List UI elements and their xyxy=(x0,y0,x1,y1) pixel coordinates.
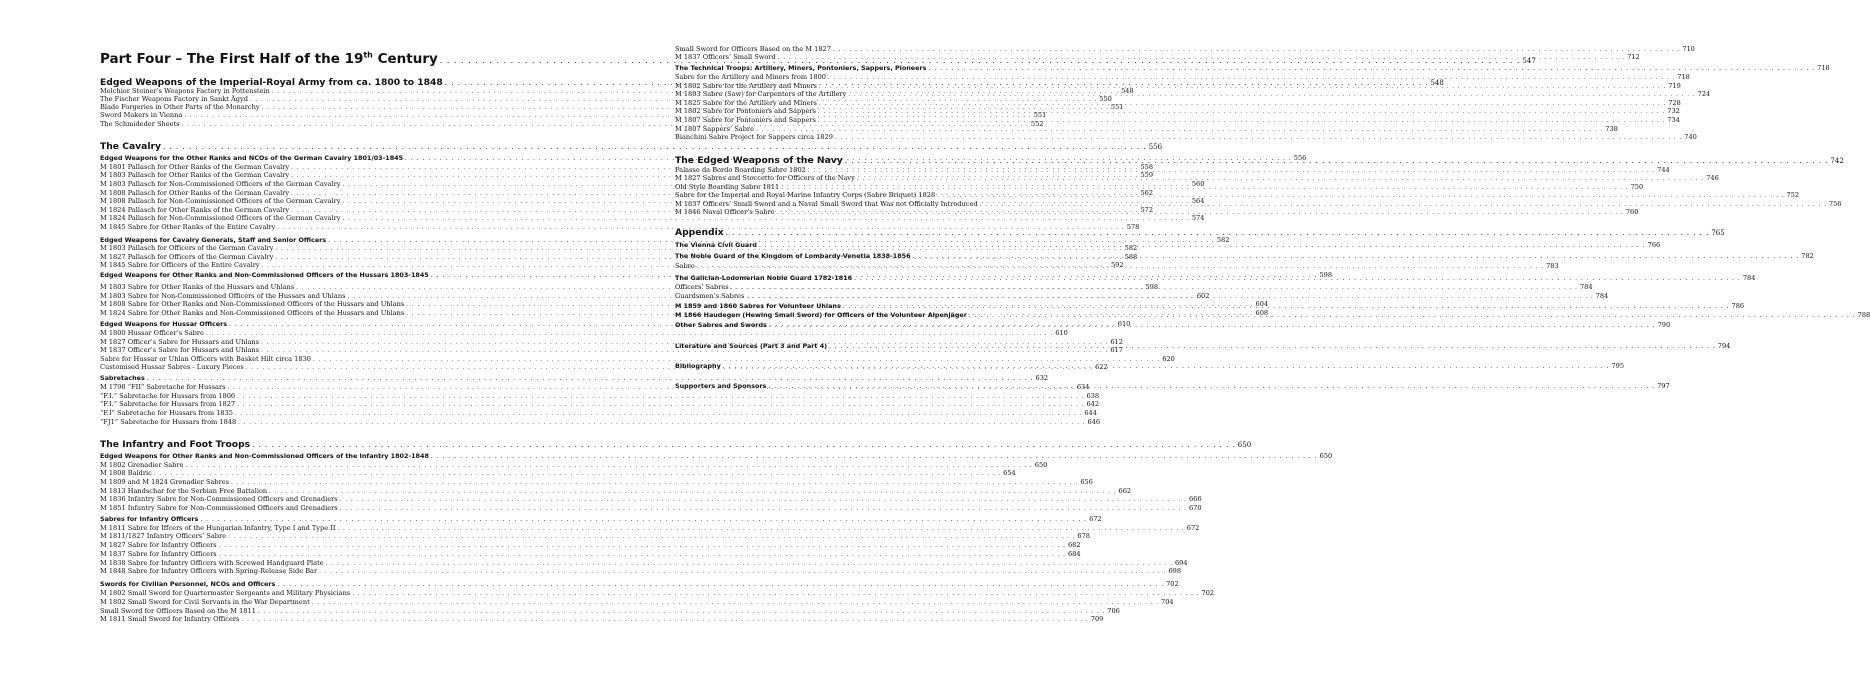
page-number: 646 xyxy=(1087,418,1101,426)
dot-leader xyxy=(723,362,1610,371)
toc-entry-title: M 1803 Sabre for Other Ranks of the Hussars and Uhlans xyxy=(100,283,295,291)
dot-leader xyxy=(340,505,1187,513)
toc-entry-title: Small Sword for Officers Based on the M 1827 xyxy=(675,45,831,53)
toc-entry[interactable] xyxy=(675,133,1697,141)
page-number: 728 xyxy=(1668,99,1681,107)
dot-leader xyxy=(854,274,1741,283)
toc-entry-title: Sword Makers in Vienna xyxy=(100,111,183,119)
toc-entry-title: M 1808 Sabre for Other Ranks and Non-Commissioned Officers of the Hussars and Uhlans xyxy=(100,300,405,308)
page-number: 666 xyxy=(1188,495,1202,503)
toc-entry-title: M 1811 Small Sword for Infantry Officers xyxy=(100,615,240,623)
toc-entry-title: M 1803 Sabre (Saw) for Carpenters of the Artillery xyxy=(675,90,847,98)
dot-leader xyxy=(238,419,1085,427)
page-number: 710 xyxy=(1682,45,1695,53)
page-number: 562 xyxy=(1140,189,1154,197)
toc-entry[interactable] xyxy=(100,478,1093,486)
toc-entry-title: Edged Weapons for the Other Ranks and NCOs of the German Cavalry 1801/03-1845 xyxy=(100,154,404,162)
page-number: 598 xyxy=(1145,283,1159,291)
toc-heading-sub[interactable] xyxy=(100,515,1102,524)
page-number: 656 xyxy=(1080,478,1093,486)
page-number: 642 xyxy=(1086,400,1100,408)
page-number: 794 xyxy=(1717,342,1731,350)
toc-entry-title: Edged Weapons for Hussar Officers xyxy=(100,320,228,328)
toc-entry-title: Edged Weapons of the Imperial-Royal Army from ca. 1800 to 1848 xyxy=(100,77,443,88)
page-number: 598 xyxy=(1319,271,1333,279)
page-number: 572 xyxy=(1140,206,1154,214)
toc-entry-title: “FJ1” Sabretache for Hussars from 1848 xyxy=(100,418,237,426)
page-number: 752 xyxy=(1786,191,1800,199)
page-number: 709 xyxy=(1090,615,1104,623)
toc-entry-title: M 1866 Haudegen (Hewing Small Sword) for Officers of the Volunteer Alpenjäger xyxy=(675,311,967,319)
toc-entry-title: M 1801 Pallasch for Other Ranks of the German Cavalry xyxy=(100,163,290,171)
page-number: 560 xyxy=(1191,180,1205,188)
toc-heading-sub[interactable] xyxy=(100,374,1049,383)
page-number: 548 xyxy=(1121,87,1134,95)
toc-entry-title: Customised Hussar Sabres - Luxury Pieces xyxy=(100,363,244,371)
page-number: 622 xyxy=(1095,363,1108,371)
toc-entry-title: Sabres for Infantry Officers xyxy=(100,515,199,523)
toc-entry-title: Edged Weapons for Other Ranks and Non-Commissioned Officers of the Infantry 1802-1848 xyxy=(100,452,429,460)
toc-entry-title: Guardsmen’s Sabres xyxy=(675,292,745,300)
toc-entry-title: Part Four – The First Half of the 19th Century xyxy=(100,50,438,67)
toc-entry[interactable] xyxy=(100,261,1124,269)
toc-heading-sub[interactable] xyxy=(100,452,1333,461)
toc-entry-title: M 1827 Pallasch for Officers of the German Cavalry xyxy=(100,253,274,261)
page-number: 682 xyxy=(1067,541,1081,549)
toc-entry-title: Blade Forgeries in Other Parts of the Monarchy xyxy=(100,103,260,111)
toc-entry-title: Melchior Steiner’s Weapons Factory in Pottenstein xyxy=(100,87,270,95)
dot-leader xyxy=(768,382,1655,391)
toc-entry-title: “F.I.” Sabretache for Hussars from 1806 xyxy=(100,392,236,400)
dot-leader xyxy=(759,241,1646,250)
page-number: 617 xyxy=(1110,346,1123,354)
toc-heading-sub[interactable] xyxy=(675,64,1830,73)
page-number: 612 xyxy=(1110,338,1123,346)
dot-leader xyxy=(829,342,1716,351)
page-number: 704 xyxy=(1161,598,1174,606)
page-number: 552 xyxy=(1030,120,1044,128)
toc-entry-title: M 1859 and 1860 Sabres for Volunteer Uhlans xyxy=(675,302,841,310)
toc-entry-title: Small Sword for Officers Based on the M 1811 xyxy=(100,607,256,615)
toc-entry-title: M 1846 Naval Officer’s Sabre xyxy=(675,208,775,216)
toc-entry-title: Sabretaches xyxy=(100,374,145,382)
page-number: 550 xyxy=(1099,95,1112,103)
toc-entry-title: “F.I.” Sabretache for Hussars from 1827 xyxy=(100,400,236,408)
page-number: 634 xyxy=(1076,383,1090,391)
toc-entry-title: M 1837 Officers’ Small Sword xyxy=(675,53,776,61)
toc-entry-title: M 1837 Officers’ Small Sword and a Naval Small Sword that Was not Officially Introduced xyxy=(675,200,978,208)
page-number: 719 xyxy=(1668,82,1681,90)
toc-entry-title: Literature and Sources (Part 3 and Part 4) xyxy=(675,342,828,350)
toc-entry-title: Sabre for the Imperial and Royal Marine Infantry Corps (Sabre Briquet) 1828 xyxy=(675,191,936,199)
page-number: 578 xyxy=(1126,223,1140,231)
toc-entry[interactable] xyxy=(100,223,1140,231)
dot-leader xyxy=(252,439,1236,451)
page-number: 797 xyxy=(1657,382,1670,390)
page-number: 650 xyxy=(1237,441,1252,449)
toc-entry-title: M 1807 Sabre for Pontoniers and Sappers xyxy=(675,116,816,124)
page-number: 547 xyxy=(1522,57,1536,65)
toc-entry-title: M 1813 Handschar for the Serbian Free Battalion xyxy=(100,487,268,495)
toc-entry-title: M 1838 Sabre for Infantry Officers with Screwed Handguard Plate xyxy=(100,559,324,567)
page-number: 662 xyxy=(1118,487,1132,495)
toc-entry-title: Old Style Boarding Sabre 1811 xyxy=(675,183,780,191)
page-number: 718 xyxy=(1677,73,1690,81)
toc-entry[interactable] xyxy=(100,214,1205,222)
page-number: 672 xyxy=(1186,524,1200,532)
toc-entry-title: The Noble Guard of the Kingdom of Lombardy-Venetia 1838-1856 xyxy=(675,252,911,260)
page-number: 650 xyxy=(1034,461,1048,469)
page-number: 784 xyxy=(1595,292,1609,300)
toc-entry-title: The Edged Weapons of the Navy xyxy=(675,155,843,166)
page-number: 706 xyxy=(1107,607,1120,615)
toc-entry[interactable] xyxy=(100,329,1068,337)
toc-entry[interactable] xyxy=(100,495,1202,503)
toc-entry-title: M 1802 Grenadier Sabre xyxy=(100,461,184,469)
toc-entry-title: Palasso da Bordo Boarding Sabre 1802 xyxy=(675,166,806,174)
toc-entry-title: M 1837 Officer’s Sabre for Hussars and Uhlans xyxy=(100,346,260,354)
toc-entry-title: M 1809 and M 1824 Grenadier Sabres xyxy=(100,478,230,486)
toc-entry-title: M 1803 Pallasch for Officers of the German Cavalry xyxy=(100,244,274,252)
toc-entry[interactable] xyxy=(100,418,1101,426)
page-number: 610 xyxy=(1117,320,1131,328)
toc-entry-title: M 1808 Pallasch for Non-Commissioned Officers of the German Cavalry xyxy=(100,197,341,205)
toc-entry-title: M 1808 Baldric xyxy=(100,469,152,477)
page-number: 620 xyxy=(1162,355,1175,363)
dot-leader xyxy=(163,141,1147,153)
toc-entry-title: M 1803 Pallasch for Non-Commissioned Officers of the German Cavalry xyxy=(100,180,341,188)
page-number: 750 xyxy=(1630,183,1644,191)
dot-leader xyxy=(277,580,1164,589)
toc-entry[interactable] xyxy=(675,116,1680,124)
toc-entry-title: M 1802 Sabre for the Artillery and Miners xyxy=(675,82,817,90)
page-number: 582 xyxy=(1124,244,1138,252)
toc-entry[interactable] xyxy=(100,541,1081,549)
page-number: 718 xyxy=(1817,64,1830,72)
page-number: 604 xyxy=(1255,300,1269,308)
page-number: 786 xyxy=(1731,302,1745,310)
page-number: 766 xyxy=(1647,241,1661,249)
dot-leader xyxy=(843,302,1730,311)
toc-heading-sub[interactable] xyxy=(675,382,1670,391)
page-number: 702 xyxy=(1201,589,1215,597)
toc-entry-title: M 1808 Pallasch for Other Ranks of the German Cavalry xyxy=(100,189,290,197)
toc-entry-title: Bibliography xyxy=(675,362,721,370)
toc-entry-title: Sabre for Hussar or Uhlan Officers with Basket Hilt circa 1830 xyxy=(100,355,311,363)
toc-entry-title: Other Sabres and Swords xyxy=(675,321,767,329)
page-number: 783 xyxy=(1546,262,1559,270)
page-number: 738 xyxy=(1605,125,1618,133)
toc-entry-title: M 1807 Sappers’ Sabre xyxy=(675,125,754,133)
toc-entry[interactable] xyxy=(100,532,1090,540)
toc-entry-title: M 1827 Sabres and Stoccetto for Officers of the Navy xyxy=(675,174,855,182)
page-number: 724 xyxy=(1697,90,1711,98)
toc-entry[interactable] xyxy=(100,567,1182,575)
toc-entry[interactable] xyxy=(100,598,1174,606)
toc-entry-title: M 1800 Hussar Officer’s Sabre xyxy=(100,329,204,337)
page-number: 602 xyxy=(1196,292,1210,300)
toc-entry-title: Swords for Civilian Personnel, NCOs and Officers xyxy=(100,580,276,588)
page-number: 558 xyxy=(1140,163,1154,171)
page-number: 684 xyxy=(1067,550,1081,558)
page-number: 740 xyxy=(1684,133,1697,141)
page-number: 548 xyxy=(1430,79,1444,87)
toc-entry-title: M 1836 Infantry Sabre for Non-Commissioned Officers and Grenadiers xyxy=(100,495,338,503)
dot-leader xyxy=(319,568,1166,576)
page-number: 788 xyxy=(1857,311,1870,319)
page-number: 712 xyxy=(1627,53,1640,61)
toc-entry[interactable] xyxy=(675,73,1690,81)
page-number: 732 xyxy=(1667,107,1680,115)
toc-entry-title: M 1824 Pallasch for Non-Commissioned Officers of the German Cavalry xyxy=(100,214,341,222)
dot-leader xyxy=(969,311,1856,320)
dot-leader xyxy=(913,252,1800,261)
page-number: 784 xyxy=(1742,274,1756,282)
toc-entry-title: The Technical Troops: Artillery, Miners, Pontoniers, Sappers, Pioneers xyxy=(675,64,927,72)
toc-entry-title: M 1837 Sabre for Infantry Officers xyxy=(100,550,217,558)
page-number: 698 xyxy=(1168,567,1182,575)
toc-entry-title: M 1803 Sabre for Non-Commissioned Officers of the Hussars and Uhlans xyxy=(100,292,346,300)
page-number: 795 xyxy=(1611,362,1625,370)
toc-entry-title: M 1845 Sabre for Officers of the Entire Cavalry xyxy=(100,261,260,269)
page-number: 746 xyxy=(1706,174,1719,182)
dot-leader xyxy=(431,452,1318,461)
toc-entry-title: The Cavalry xyxy=(100,141,162,152)
page-number: 650 xyxy=(1319,452,1333,460)
page-number: 756 xyxy=(1828,200,1842,208)
toc-entry-title: Supporters and Sponsors xyxy=(675,382,767,390)
page-number: 734 xyxy=(1667,116,1680,124)
toc-entry-title: M 1802 Sabre for Pontoniers and Sappers xyxy=(675,107,816,115)
toc-entry-title: M 1848 Sabre for Infantry Officers with Spring-Release Side Bar xyxy=(100,567,318,575)
page-number: 694 xyxy=(1174,559,1188,567)
page-number: 556 xyxy=(1148,143,1163,151)
toc-heading-sub[interactable] xyxy=(100,580,1179,589)
toc-entry-title: M 1824 Pallasch for Other Ranks of the German Cavalry xyxy=(100,206,290,214)
toc-entry-title: M 1798 “FII” Sabretache for Hussars xyxy=(100,383,226,391)
page-number: 588 xyxy=(1124,253,1138,261)
page-number: 608 xyxy=(1255,309,1269,317)
toc-entry-title: M 1803 Pallasch for Other Ranks of the German Cavalry xyxy=(100,171,290,179)
toc-entry[interactable] xyxy=(100,469,1016,477)
toc-entry-title: “F.I” Sabretache for Hussars from 1835 xyxy=(100,409,234,417)
toc-heading-section[interactable] xyxy=(100,439,1252,451)
page-number: 670 xyxy=(1188,504,1202,512)
page-number: 678 xyxy=(1077,532,1090,540)
toc-entry-title: M 1811 Sabre for Iffcers of the Hungarian Infantry, Type I and Type II xyxy=(100,524,336,532)
page-number: 610 xyxy=(1055,329,1068,337)
page-number: 784 xyxy=(1579,283,1593,291)
page-number: 632 xyxy=(1035,374,1049,382)
toc-entry-title: The Infantry and Foot Troops xyxy=(100,439,251,450)
dot-leader xyxy=(769,321,1656,330)
page-number: 564 xyxy=(1191,197,1205,205)
page-number: 582 xyxy=(1216,236,1230,244)
toc-entry[interactable] xyxy=(100,504,1202,512)
toc-entry-title: M 1811/1827 Infantry Officers’ Sabre xyxy=(100,532,227,540)
page-number: 782 xyxy=(1801,252,1814,260)
page-number: 638 xyxy=(1086,392,1100,400)
toc-entry-title: Sabre xyxy=(675,262,695,270)
toc-entry-title: M 1851 Infantry Sabre for Non-Commissioned Officers and Grenadiers xyxy=(100,504,338,512)
page-number: 551 xyxy=(1110,103,1124,111)
page-number: 556 xyxy=(1293,154,1307,162)
page-number: 654 xyxy=(1003,469,1016,477)
toc-entry-title: Officers’ Sabres xyxy=(675,283,729,291)
toc-entry[interactable] xyxy=(100,409,1097,417)
dot-leader xyxy=(835,134,1682,142)
toc-entry-title: M 1845 Sabre for Other Ranks of the Entire Cavalry xyxy=(100,223,276,231)
dot-leader xyxy=(928,64,1815,73)
toc-heading-section[interactable] xyxy=(100,141,1163,153)
page-number: 742 xyxy=(1830,157,1844,165)
dot-leader xyxy=(697,263,1544,271)
toc-entry-title: M 1802 Small Sword for Civil Servants in the War Department xyxy=(100,598,310,606)
page-number: 574 xyxy=(1191,214,1205,222)
toc-entry-title: M 1827 Sabre for Infantry Officers xyxy=(100,541,217,549)
toc-entry-title: Sabre for the Artillery and Miners from 1800 xyxy=(675,73,826,81)
dot-leader xyxy=(778,54,1625,62)
toc-entry-title: Edged Weapons for Cavalry Generals, Staff and Senior Officers xyxy=(100,236,327,244)
page-number: 744 xyxy=(1657,166,1670,174)
toc-entry-title: M 1824 Sabre for Other Ranks and Non-Commissioned Officers of the Hussars and Uhlans xyxy=(100,309,405,317)
page-number: 672 xyxy=(1089,515,1102,523)
page-number: 790 xyxy=(1657,321,1671,329)
toc-entry[interactable] xyxy=(100,550,1081,558)
dot-leader xyxy=(200,515,1087,524)
page-number: 702 xyxy=(1166,580,1179,588)
dot-leader xyxy=(746,293,1593,301)
page-number: 592 xyxy=(1110,261,1124,269)
page-number: 559 xyxy=(1140,171,1154,179)
toc-entry[interactable] xyxy=(100,615,1104,623)
page-number: 551 xyxy=(1033,111,1047,119)
dot-leader xyxy=(726,227,1710,239)
dot-leader xyxy=(241,616,1088,624)
page-number: 765 xyxy=(1711,229,1725,237)
toc-entry-title: M 1827 Officer’s Sabre for Hussars and Uhlans xyxy=(100,338,260,346)
toc-entry-title: The Fischer Weapons Factory in Sankt Ägyd xyxy=(100,95,248,103)
page-number: 644 xyxy=(1084,409,1097,417)
toc-entry[interactable] xyxy=(100,400,1100,408)
toc-entry-title: The Vienna Civil Guard xyxy=(675,241,757,249)
toc-entry-title: Edged Weapons for Other Ranks and Non-Commissioned Officers of the Hussars 1803-1845 xyxy=(100,271,429,279)
toc-entry-title: Appendix xyxy=(675,227,724,238)
dot-leader xyxy=(777,209,1624,217)
toc-entry[interactable] xyxy=(100,589,1215,597)
toc-entry-title: The Schmideder Sheets xyxy=(100,120,180,128)
toc-entry-title: M 1825 Sabre for the Artillery and Miners xyxy=(675,99,817,107)
toc-entry-title: M 1802 Small Sword for Quartermaster Sergeants and Military Physicians xyxy=(100,589,351,597)
toc-entry-title: The Galician-Lodomerian Noble Guard 1782-1816 xyxy=(675,274,853,282)
toc-entry-title: Bianchini Sabre Project for Sappers circa 1829 xyxy=(675,133,833,141)
page-number: 760 xyxy=(1625,208,1639,216)
